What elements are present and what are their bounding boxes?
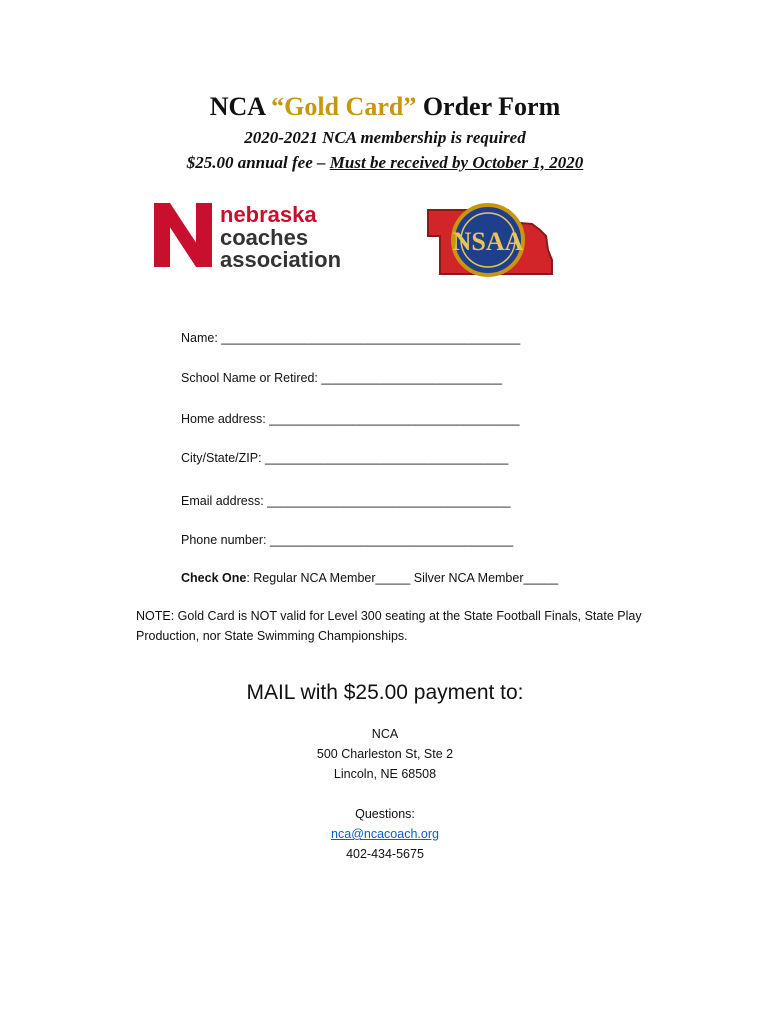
nca-logo xyxy=(152,200,364,272)
mail-street: 500 Charleston St, Ste 2 xyxy=(316,747,454,761)
check-one-label: Check One xyxy=(181,571,247,585)
questions-label: Questions: xyxy=(355,807,415,821)
nca-logo-n-mark xyxy=(154,203,212,267)
fee-amount: $25.00 annual fee – xyxy=(186,153,330,172)
email-field[interactable]: Email address: ___________________________________ xyxy=(181,494,511,508)
mail-heading: MAIL with $25.00 payment to: xyxy=(246,681,524,704)
nca-logo-word-2: coaches xyxy=(220,225,309,250)
name-field[interactable]: Name: ___________________________________________ xyxy=(181,331,521,345)
page-title xyxy=(0,92,770,122)
school-field[interactable]: School Name or Retired: __________________________ xyxy=(181,371,503,385)
nca-logo-word-3: association xyxy=(220,247,342,272)
phone-field[interactable]: Phone number: ___________________________________ xyxy=(181,533,514,547)
title-gold-card: “Gold Card” xyxy=(271,92,417,121)
nsaa-logo-text: NSAA xyxy=(452,227,524,256)
membership-options[interactable]: : Regular NCA Member_____ Silver NCA Member_____ xyxy=(246,571,559,585)
contact-phone: 402-434-5675 xyxy=(346,847,424,861)
title-prefix: NCA xyxy=(209,92,272,121)
title-suffix: Order Form xyxy=(416,92,561,121)
mail-org: NCA xyxy=(371,727,399,741)
mail-city: Lincoln, NE 68508 xyxy=(333,767,437,781)
city-state-zip-field[interactable]: City/State/ZIP: ___________________________________ xyxy=(181,451,509,465)
nsaa-logo xyxy=(424,200,556,280)
fee-line xyxy=(0,153,770,173)
home-address-field[interactable]: Home address: ____________________________________ xyxy=(181,412,520,426)
note-text: NOTE: Gold Card is NOT valid for Level 300 seating at the State Football Finals, State Play Production, nor State Swimming Championships. xyxy=(136,609,642,643)
membership-requirement: 2020-2021 NCA membership is required xyxy=(244,128,526,147)
contact-email-row xyxy=(0,827,770,841)
nca-logo-word-1: nebraska xyxy=(220,202,317,227)
fee-deadline: Must be received by October 1, 2020 xyxy=(329,153,584,172)
contact-email-link[interactable]: nca@ncacoach.org xyxy=(331,827,439,841)
membership-type-selector[interactable] xyxy=(181,571,558,585)
